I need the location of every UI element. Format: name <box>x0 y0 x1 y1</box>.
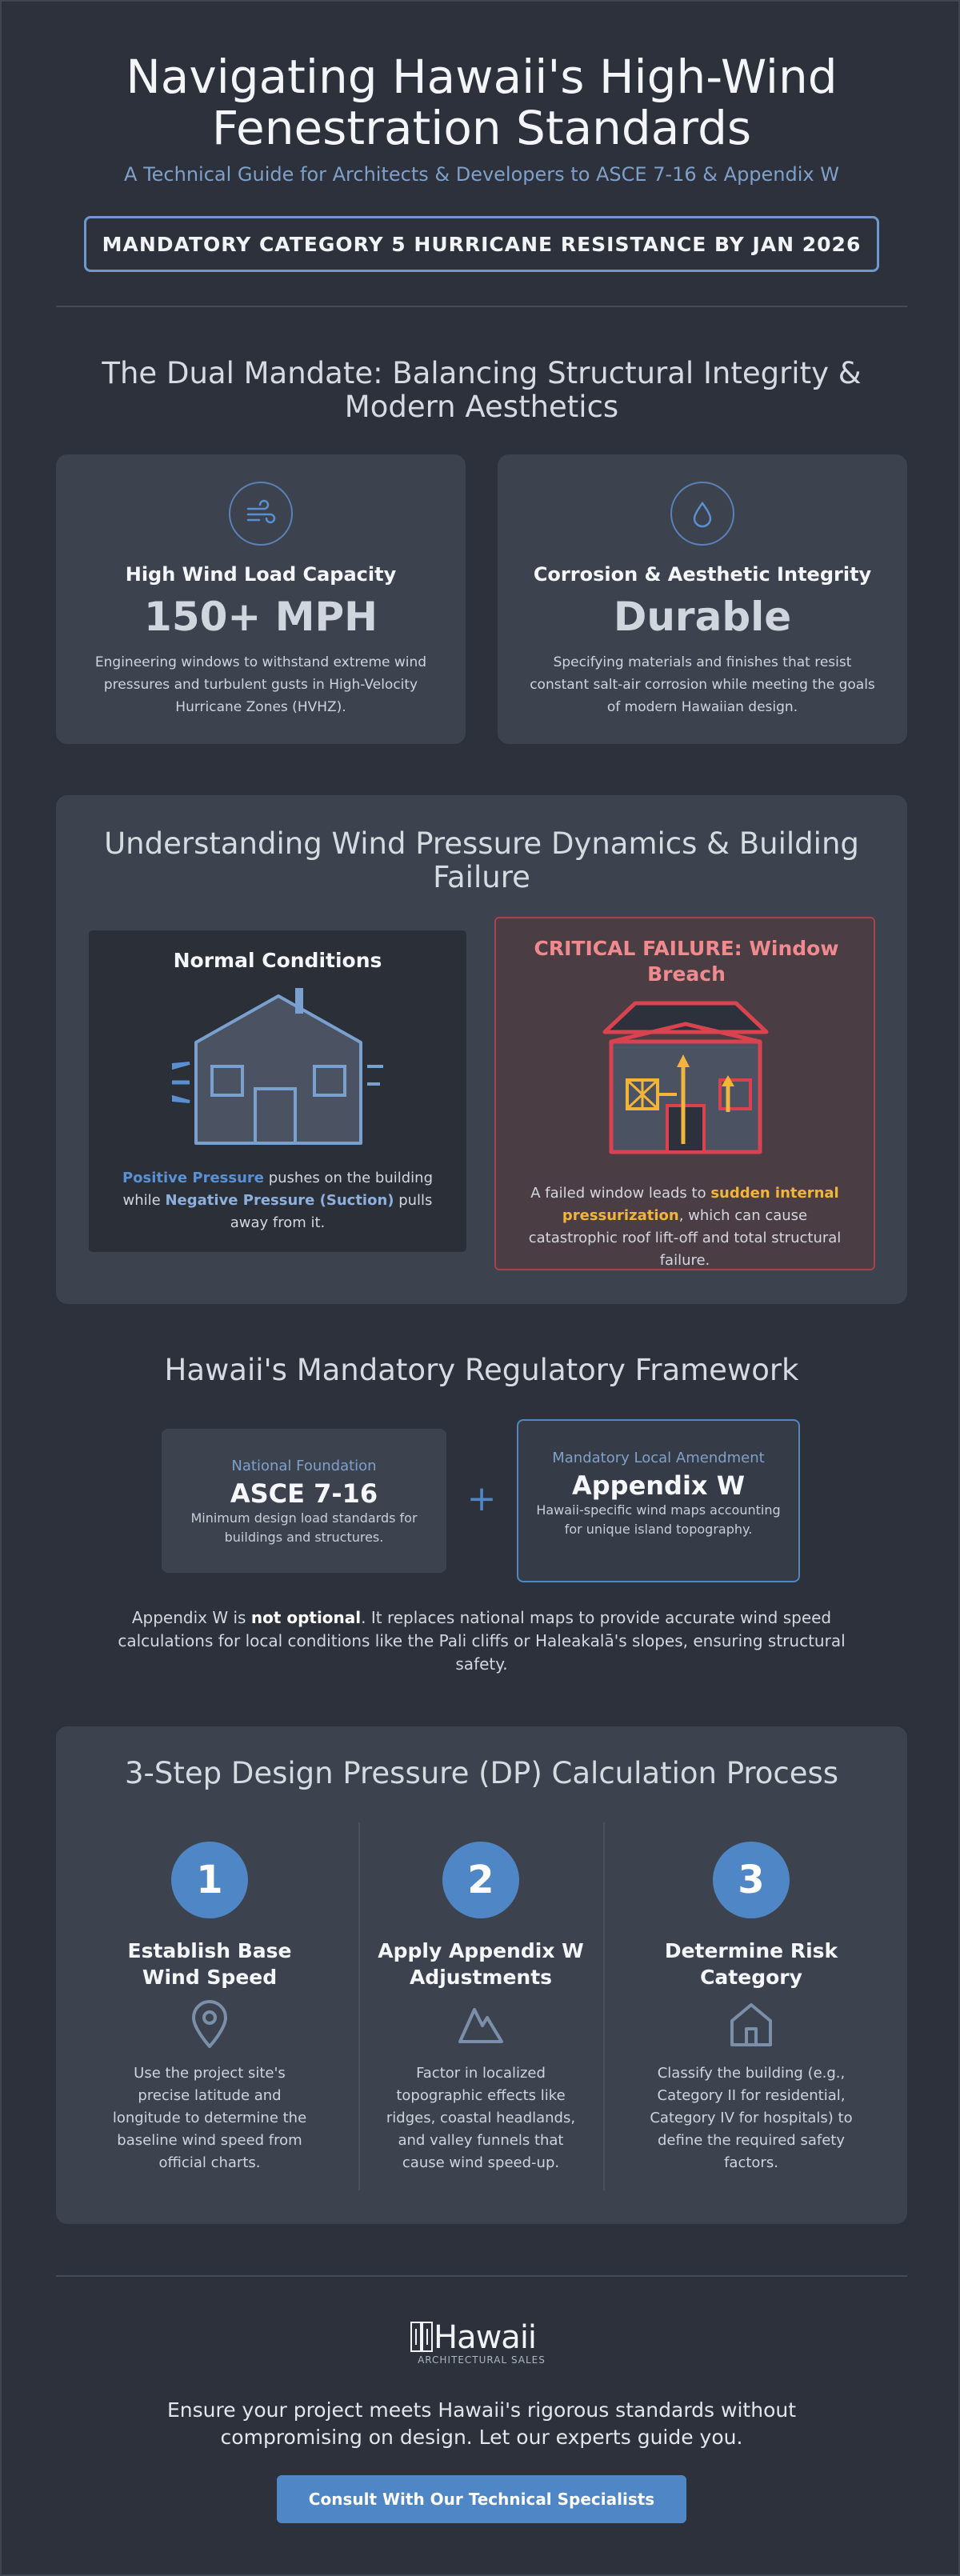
appendix-note <box>114 1606 850 1676</box>
step-number: 1 <box>171 1842 248 1918</box>
asce-title: ASCE 7-16 <box>230 1478 378 1509</box>
normal-conditions-panel <box>88 930 467 1253</box>
logo <box>410 2319 554 2367</box>
card-heading: Corrosion & Aesthetic Integrity <box>533 563 872 586</box>
wind-pressure-section <box>56 795 907 1304</box>
critical-failure-panel <box>494 917 875 1270</box>
infographic <box>2 2 960 2576</box>
step-text: Use the project site's precise latitude and longitude to determine the baseline wind speed from official charts. <box>112 2065 307 2171</box>
consult-button[interactable]: Consult With Our Technical Specialists <box>277 2475 686 2523</box>
logo-window-icon <box>410 2321 434 2353</box>
card-text: Specifying materials and finishes that resist constant salt-air corrosion while meeting the goals of modern Hawaiian design. <box>530 654 875 715</box>
steps-title: 3-Step Design Pressure (DP) Calculation Process <box>124 1756 839 1790</box>
corrosion-card <box>498 454 907 744</box>
divider <box>358 1822 360 2190</box>
logo-word: Hawaii <box>434 2319 537 2356</box>
asce-box <box>162 1429 446 1573</box>
step-text: Classify the building (e.g., Category II for residential, Category IV for hospitals) to define the required safety factors. <box>650 2065 853 2171</box>
note-part: Appendix W is <box>131 1608 251 1627</box>
step-text: Factor in localized topographic effects like ridges, coastal headlands, and valley funnels that cause wind speed-up. <box>386 2065 576 2171</box>
not-optional-label: not optional <box>250 1608 362 1627</box>
note-part: . It replaces national maps to provide accurate wind speed calculations for local conditions like the Pali cliffs or Haleakalā's slopes, ensuring structural safety. <box>118 1608 846 1674</box>
step-heading: Apply Appendix W Adjustments <box>378 1939 584 1989</box>
appendix-w-box <box>517 1419 800 1582</box>
step-number: 3 <box>713 1842 790 1918</box>
asce-text: Minimum design load standards for buildings and structures. <box>190 1510 418 1545</box>
wind-load-card <box>56 454 466 744</box>
step-number: 2 <box>442 1842 519 1918</box>
divider <box>56 306 907 307</box>
step-heading: Determine Risk Category <box>664 1939 838 1989</box>
logo-subtitle: ARCHITECTURAL SALES <box>418 2354 546 2366</box>
card-stat: Durable <box>613 594 792 640</box>
divider <box>603 1822 605 2190</box>
dual-mandate-title: The Dual Mandate: Balancing Structural Integrity & Modern Aesthetics <box>102 356 862 424</box>
regulatory-title: Hawaii's Mandatory Regulatory Framework <box>164 1353 799 1387</box>
failure-house-illustration <box>600 1000 771 1160</box>
failure-text-part: A failed window leads to <box>530 1185 711 1202</box>
normal-text-part: pulls away from it. <box>230 1192 433 1231</box>
failure-text-part: , which can cause catastrophic roof lift-off and total structural failure. <box>528 1207 842 1269</box>
page-title: Navigating Hawaii's High-Wind Fenestration Standards <box>126 50 838 155</box>
appendix-title: Appendix W <box>571 1470 745 1501</box>
failure-heading: CRITICAL FAILURE: Window Breach <box>534 937 839 986</box>
mountain-icon <box>455 1998 506 2050</box>
normal-house-illustration <box>172 985 385 1151</box>
wind-pressure-title: Understanding Wind Pressure Dynamics & Building Failure <box>104 826 859 894</box>
panel-heading: Normal Conditions <box>173 949 382 972</box>
normal-text-part: pushes on the building while <box>122 1170 434 1209</box>
asce-label: National Foundation <box>231 1458 377 1474</box>
step-heading: Establish Base Wind Speed <box>127 1939 292 1989</box>
negative-pressure-label: Negative Pressure (Suction) <box>165 1192 394 1209</box>
card-text: Engineering windows to withstand extreme wind pressures and turbulent gusts in High-Velocity Hurricane Zones (HVHZ). <box>94 654 427 715</box>
page-subtitle: A Technical Guide for Architects & Developers to ASCE 7-16 & Appendix W <box>124 163 839 186</box>
card-heading: High Wind Load Capacity <box>125 563 397 586</box>
internal-pressurization-label: sudden internal pressurization <box>562 1185 839 1224</box>
footer-text: Ensure your project meets Hawaii's rigorous standards without compromising on design. Let our experts guide you. <box>166 2398 797 2449</box>
steps-section <box>56 1726 907 2224</box>
wind-icon <box>229 482 293 546</box>
failure-description <box>518 1182 851 1272</box>
positive-pressure-label: Positive Pressure <box>122 1170 264 1186</box>
divider <box>56 2275 907 2277</box>
home-icon <box>726 1998 777 2050</box>
droplet-icon <box>670 482 734 546</box>
normal-description <box>111 1167 444 1234</box>
plus-icon: + <box>466 1478 497 1519</box>
map-pin-icon <box>184 1998 235 2050</box>
card-stat: 150+ MPH <box>144 594 378 640</box>
mandate-banner: MANDATORY CATEGORY 5 HURRICANE RESISTANCE BY JAN 2026 <box>84 216 879 272</box>
appendix-text: Hawaii-specific wind maps accounting for unique island topography. <box>536 1502 781 1537</box>
appendix-label: Mandatory Local Amendment <box>552 1450 765 1466</box>
